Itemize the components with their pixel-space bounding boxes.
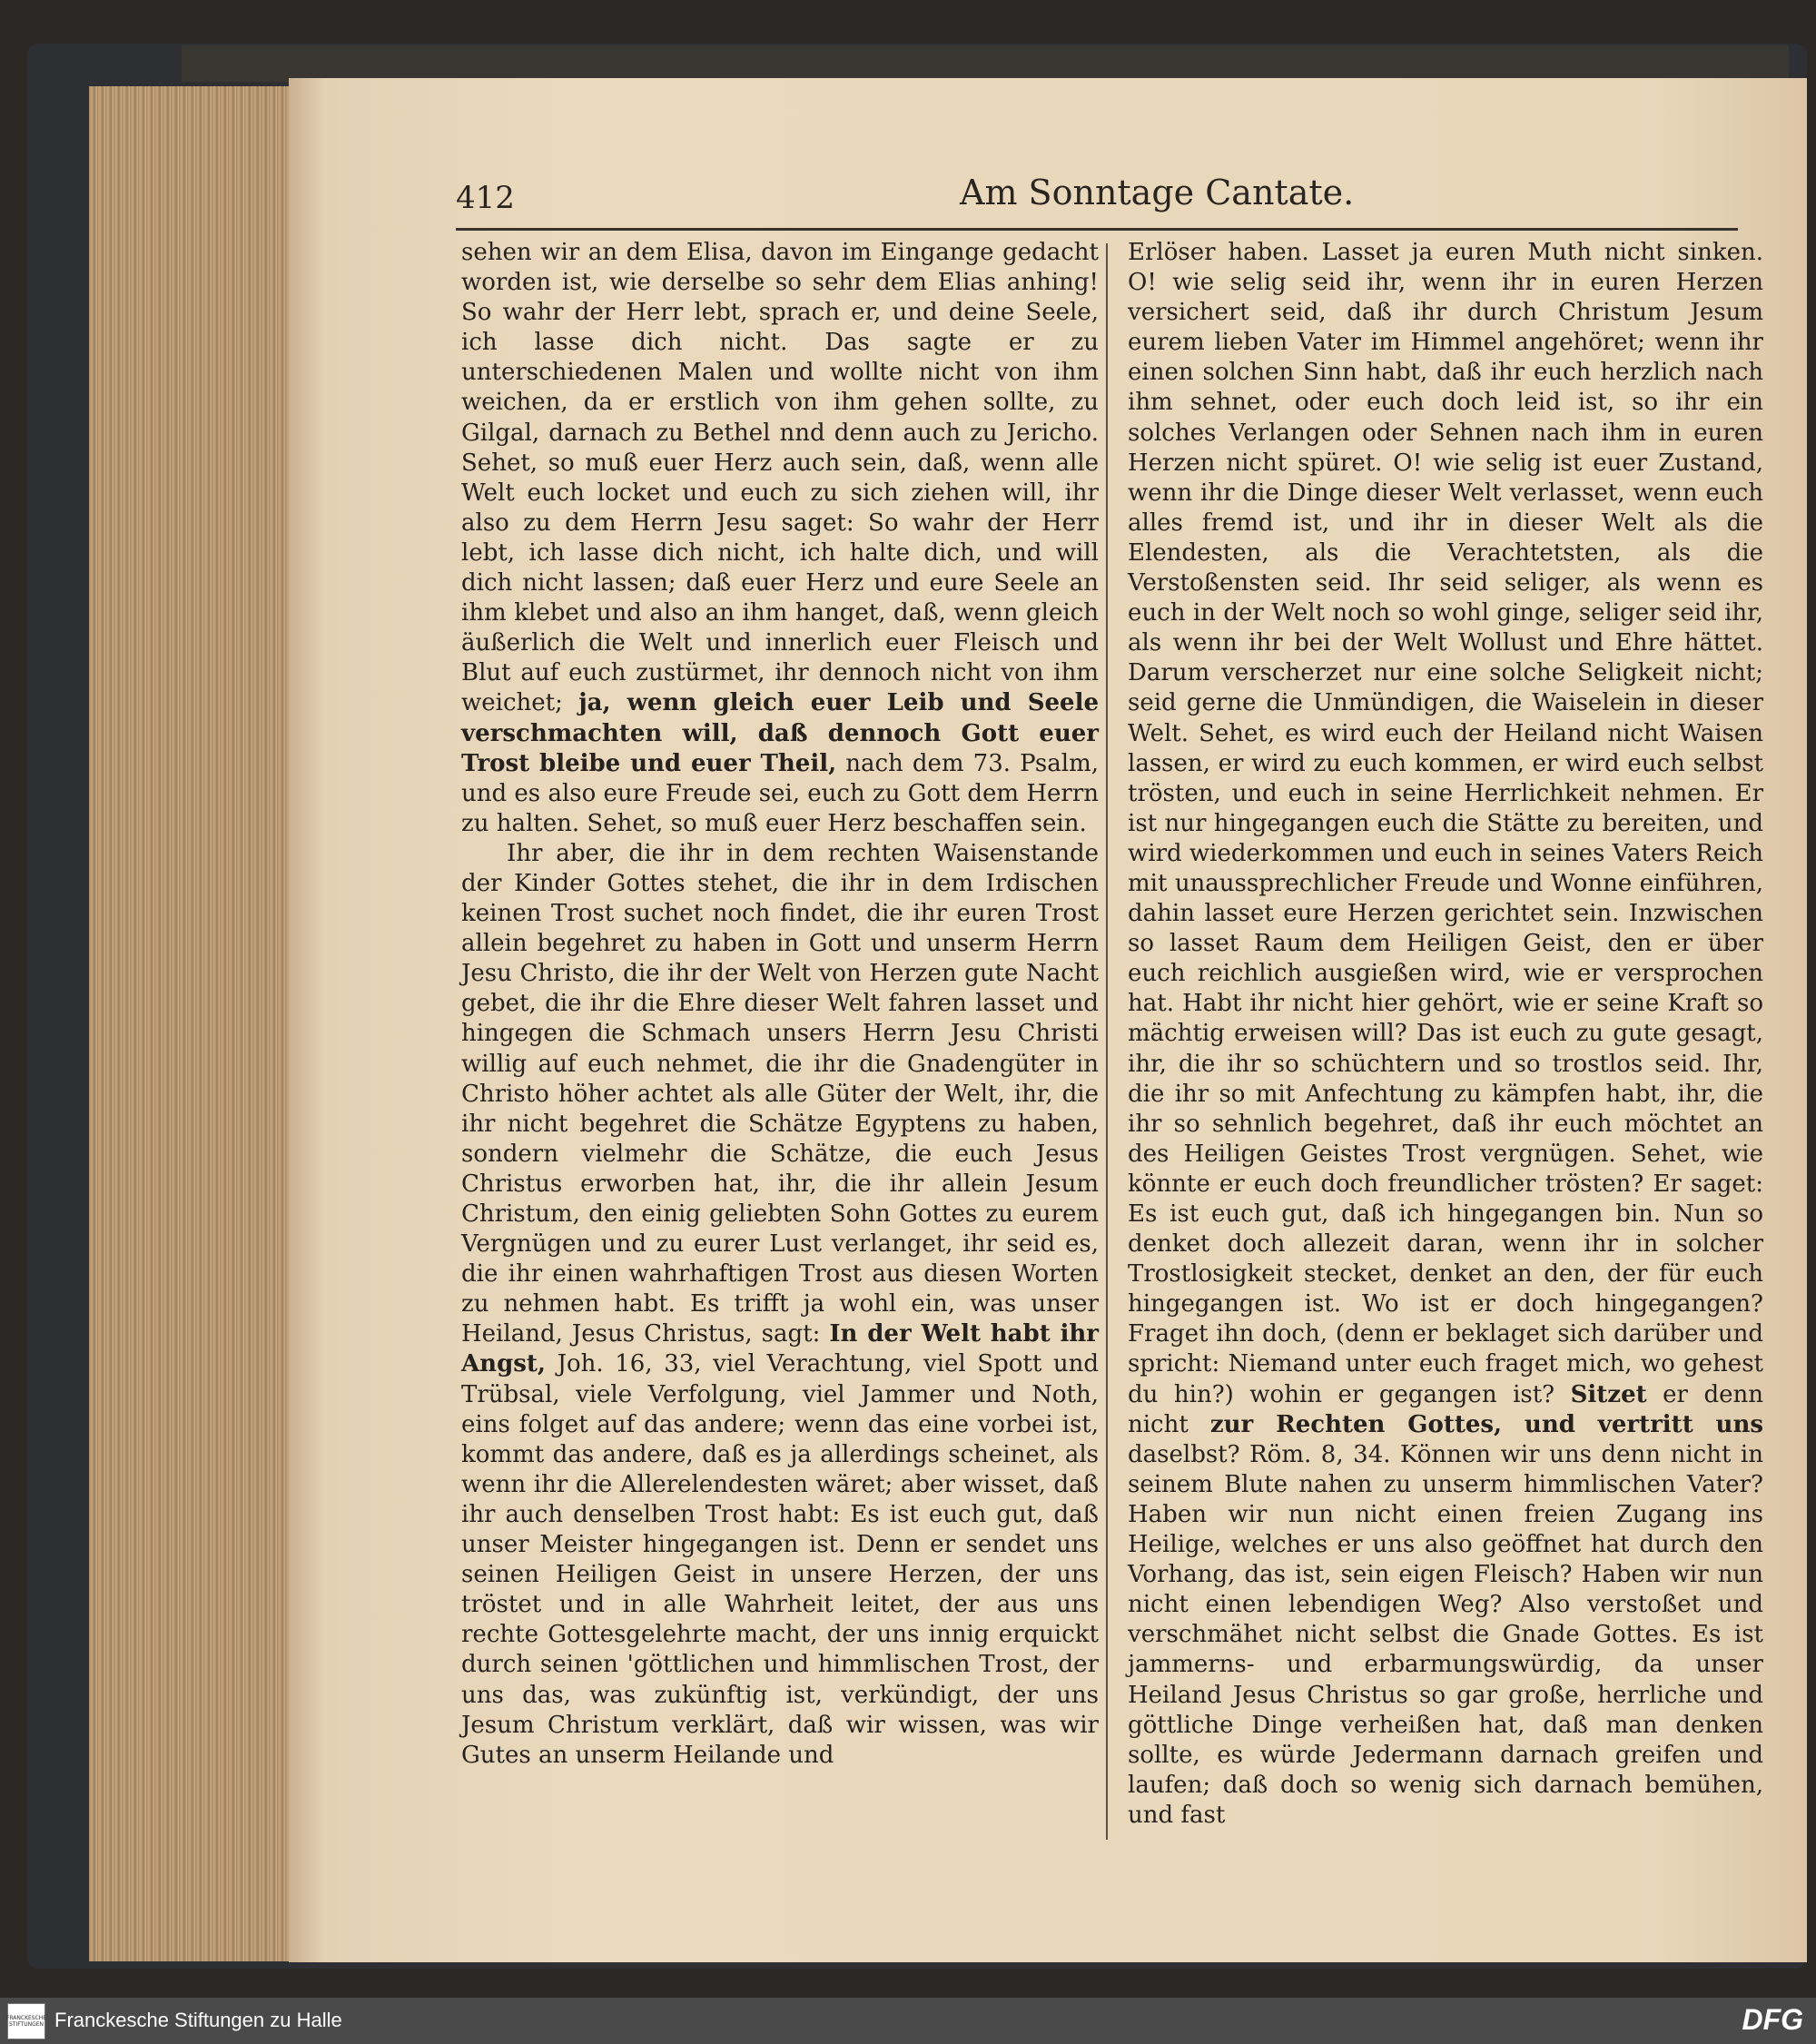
running-head [456, 173, 1741, 227]
bold-text-run: Sitzet [1570, 1380, 1647, 1408]
text-run: daselbst? Röm. 8, 34. Können wir uns denn nicht in seinem Blute nahen zu unserm himmlischen Vater? Haben wir nun nicht einen freien Zugang ins Heilige, welches er uns also geöffnet hat durch den Vorhang, das ist, sein eigen Fleisch? Haben wir nun nicht einen lebendigen Weg? Also verstoßet und verschmähet nicht selbst die Gnade Gottes. Es ist jammerns- und erbarmungswürdig, da unser Heiland Jesus Christus so gar große, herrliche und göttliche Dinge verheißen hat, daß man denken sollte, es würde Jedermann darnach greifen und laufen; daß doch so wenig sich darnach bemühen, und fast [1128, 1440, 1763, 1829]
book-cover-top [182, 45, 1789, 82]
paragraph [461, 839, 1099, 1771]
page-edges [89, 86, 316, 1961]
column-divider [1106, 243, 1108, 1840]
bold-text-run: In der Welt habt ihr Angst, [461, 1320, 1099, 1378]
text-run: sehen wir an dem Elisa, davon im Eingange gedacht worden ist, wie derselbe so sehr dem Elias anhing! So wahr der Herr lebt, sprach er, und deine Seele, ich lasse dich nicht. Das sagte er zu unterschiedenen Malen und wollte nicht von ihm weichen, da er erstlich von ihm gehen sollte, zu Gilgal, darnach zu Bethel nnd denn auch zu Jericho. Sehet, so muß euer Herz auch sein, daß, wenn alle Welt euch locket und euch zu sich ziehen will, ihr also zu dem Herrn Jesu saget: So wahr der Herr lebt, ich lasse dich nicht, ich halte dich, und will dich nicht lassen; daß euer Herz und eure Seele an ihm klebet und also an ihm hanget, daß, wenn gleich äußerlich die Welt und innerlich euer Fleisch und Blut auf euch zustürmet, ihr dennoch nicht von ihm weichet; [461, 239, 1099, 717]
bold-text-run: zur Rechten Gottes, und vertritt uns [1209, 1410, 1763, 1438]
institution-name: Franckesche Stiftungen zu Halle [54, 2009, 342, 2031]
header-rule [456, 228, 1738, 231]
page-number: 412 [456, 180, 515, 216]
text-run: er denn nicht [1128, 1380, 1763, 1438]
bold-text-run: ja, wenn gleich euer Leib und Seele verschmachten will, daß dennoch Gott euer Trost bleibe und euer Theil, [461, 689, 1100, 777]
text-run: Ihr aber, die ihr in dem rechten Waisenstande der Kinder Gottes stehet, die ihr in dem Irdischen keinen Trost suchet noch findet, die ihr euren Trost allein begehret zu haben in Gott und unserm Herrn Jesu Christo, die ihr der Welt von Herzen gute Nacht gebet, die ihr die Ehre dieser Welt fahren lasset und hingegen die Schmach unsers Herrn Jesu Christi willig auf euch nehmet, die ihr die Gnadengüter in Christo höher achtet als alle Güter der Welt, ihr, die ihr nicht begehret die Schätze Egyptens zu haben, sondern vielmehr die Schätze, die euch Jesus Christus erworben hat, ihr, die ihr allein Jesum Christum, den einig geliebten Sohn Gottes zu eurem Vergnügen und zu eurer Lust verlanget, ihr seid es, die ihr einen wahrhaftigen Trost aus diesen Worten zu nehmen habt. Es trifft ja wohl ein, was unser Heiland, Jesus Christus, sagt: [461, 839, 1099, 1348]
dfg-logo: DFG [1742, 2003, 1803, 2036]
paragraph [461, 238, 1099, 839]
right-column [1128, 238, 1763, 1831]
text-run: nach dem 73. Psalm, und es also eure Freude sei, euch zu Gott dem Herrn zu halten. Sehet, so muß euer Herz beschaffen sein. [461, 749, 1099, 837]
left-column [461, 238, 1099, 1771]
text-run: Erlöser haben. Lasset ja euren Muth nicht sinken. O! wie selig seid ihr, wenn ihr in euren Herzen versichert seid, daß ihr durch Christum Jesum eurem lieben Vater im Himmel angehöret; wenn ihr einen solchen Sinn habt, daß ihr euch herzlich nach ihm sehnet, oder euch doch leid ist, so ihr ein solches Verlangen oder Sehnen nach ihm in euren Herzen nicht spüret. O! wie selig ist euer Zustand, wenn ihr die Dinge dieser Welt verlasset, wenn euch alles fremd ist, und ihr in dieser Welt als die Elendesten, als die Verachtetsten, als die Verstoßensten seid. Ihr seid seliger, als wenn es euch in der Welt noch so wohl ginge, seliger seid ihr, als wenn ihr bei der Welt Wollust und Ehre hättet. Darum verscherzet nur eine solche Seligkeit nicht; seid gerne die Unmündigen, die Waiselein in dieser Welt. Sehet, es wird euch der Heiland nicht Waisen lassen, er wird zu euch kommen, er wird euch selbst trösten, und euch in seine Herrlichkeit nehmen. Er ist nur hingegangen euch die Stätte zu bereiten, und wird wiederkommen und euch in seines Vaters Reich mit unaussprechlicher Freude und Wonne einführen, dahin lasset eure Herzen gerichtet sein. Inzwischen so lasset Raum dem Heiligen Geist, den er über euch reichlich ausgießen wird, wie er versprochen hat. Habt ihr nicht hier gehört, wie er seine Kraft so mächtig erweisen will? Das ist euch zu gute gesagt, ihr, die ihr so schüchtern und so trostlos seid. Ihr, die ihr so mit Anfechtung zu kämpfen habt, ihr, die ihr so sehnlich begehret, daß ihr euch möchtet an des Heiligen Geistes Trost vergnügen. Sehet, wie könnte er euch doch freundlicher trösten? Er saget: Es ist euch gut, daß ich hingegangen bin. Nun so denket doch allezeit daran, wenn ihr in solcher Trostlosigkeit stecket, denket an den, der für euch hingegangen ist. Wo ist er doch hingegangen? Fraget ihn doch, (denn er beklaget sich darüber und spricht: Niemand unter euch fraget mich, wo gehest du hin?) wohin er gegangen ist? [1128, 239, 1763, 1408]
institution-logo: FRANCKESCHE STIFTUNGEN [7, 2003, 45, 2039]
text-run: Joh. 16, 33, viel Verachtung, viel Spott und Trübsal, viele Verfolgung, viel Jammer und Noth, eins folget auf das andere; wenn das eine vorbei ist, kommt das andere, daß es ja allerdings scheinet, als wenn ihr die Allerelendesten wäret; aber wisset, daß ihr auch denselben Trost habt: Es ist euch gut, daß unser Meister hingegangen ist. Denn er sendet uns seinen Heiligen Geist in unsere Herzen, der uns tröstet und in alle Wahrheit leitet, der aus uns rechte Gottesgelehrte macht, der uns innig erquickt durch seinen 'göttlichen und himmlischen Trost, der uns das, was zukünftig ist, verkündigt, der uns Jesum Christum verklärt, daß wir wissen, was wir Gutes an unserm Heilande und [461, 1350, 1100, 1769]
viewer-footer [0, 1998, 1816, 2044]
running-title: Am Sonntage Cantate. [960, 173, 1355, 212]
paragraph [1128, 238, 1763, 1831]
